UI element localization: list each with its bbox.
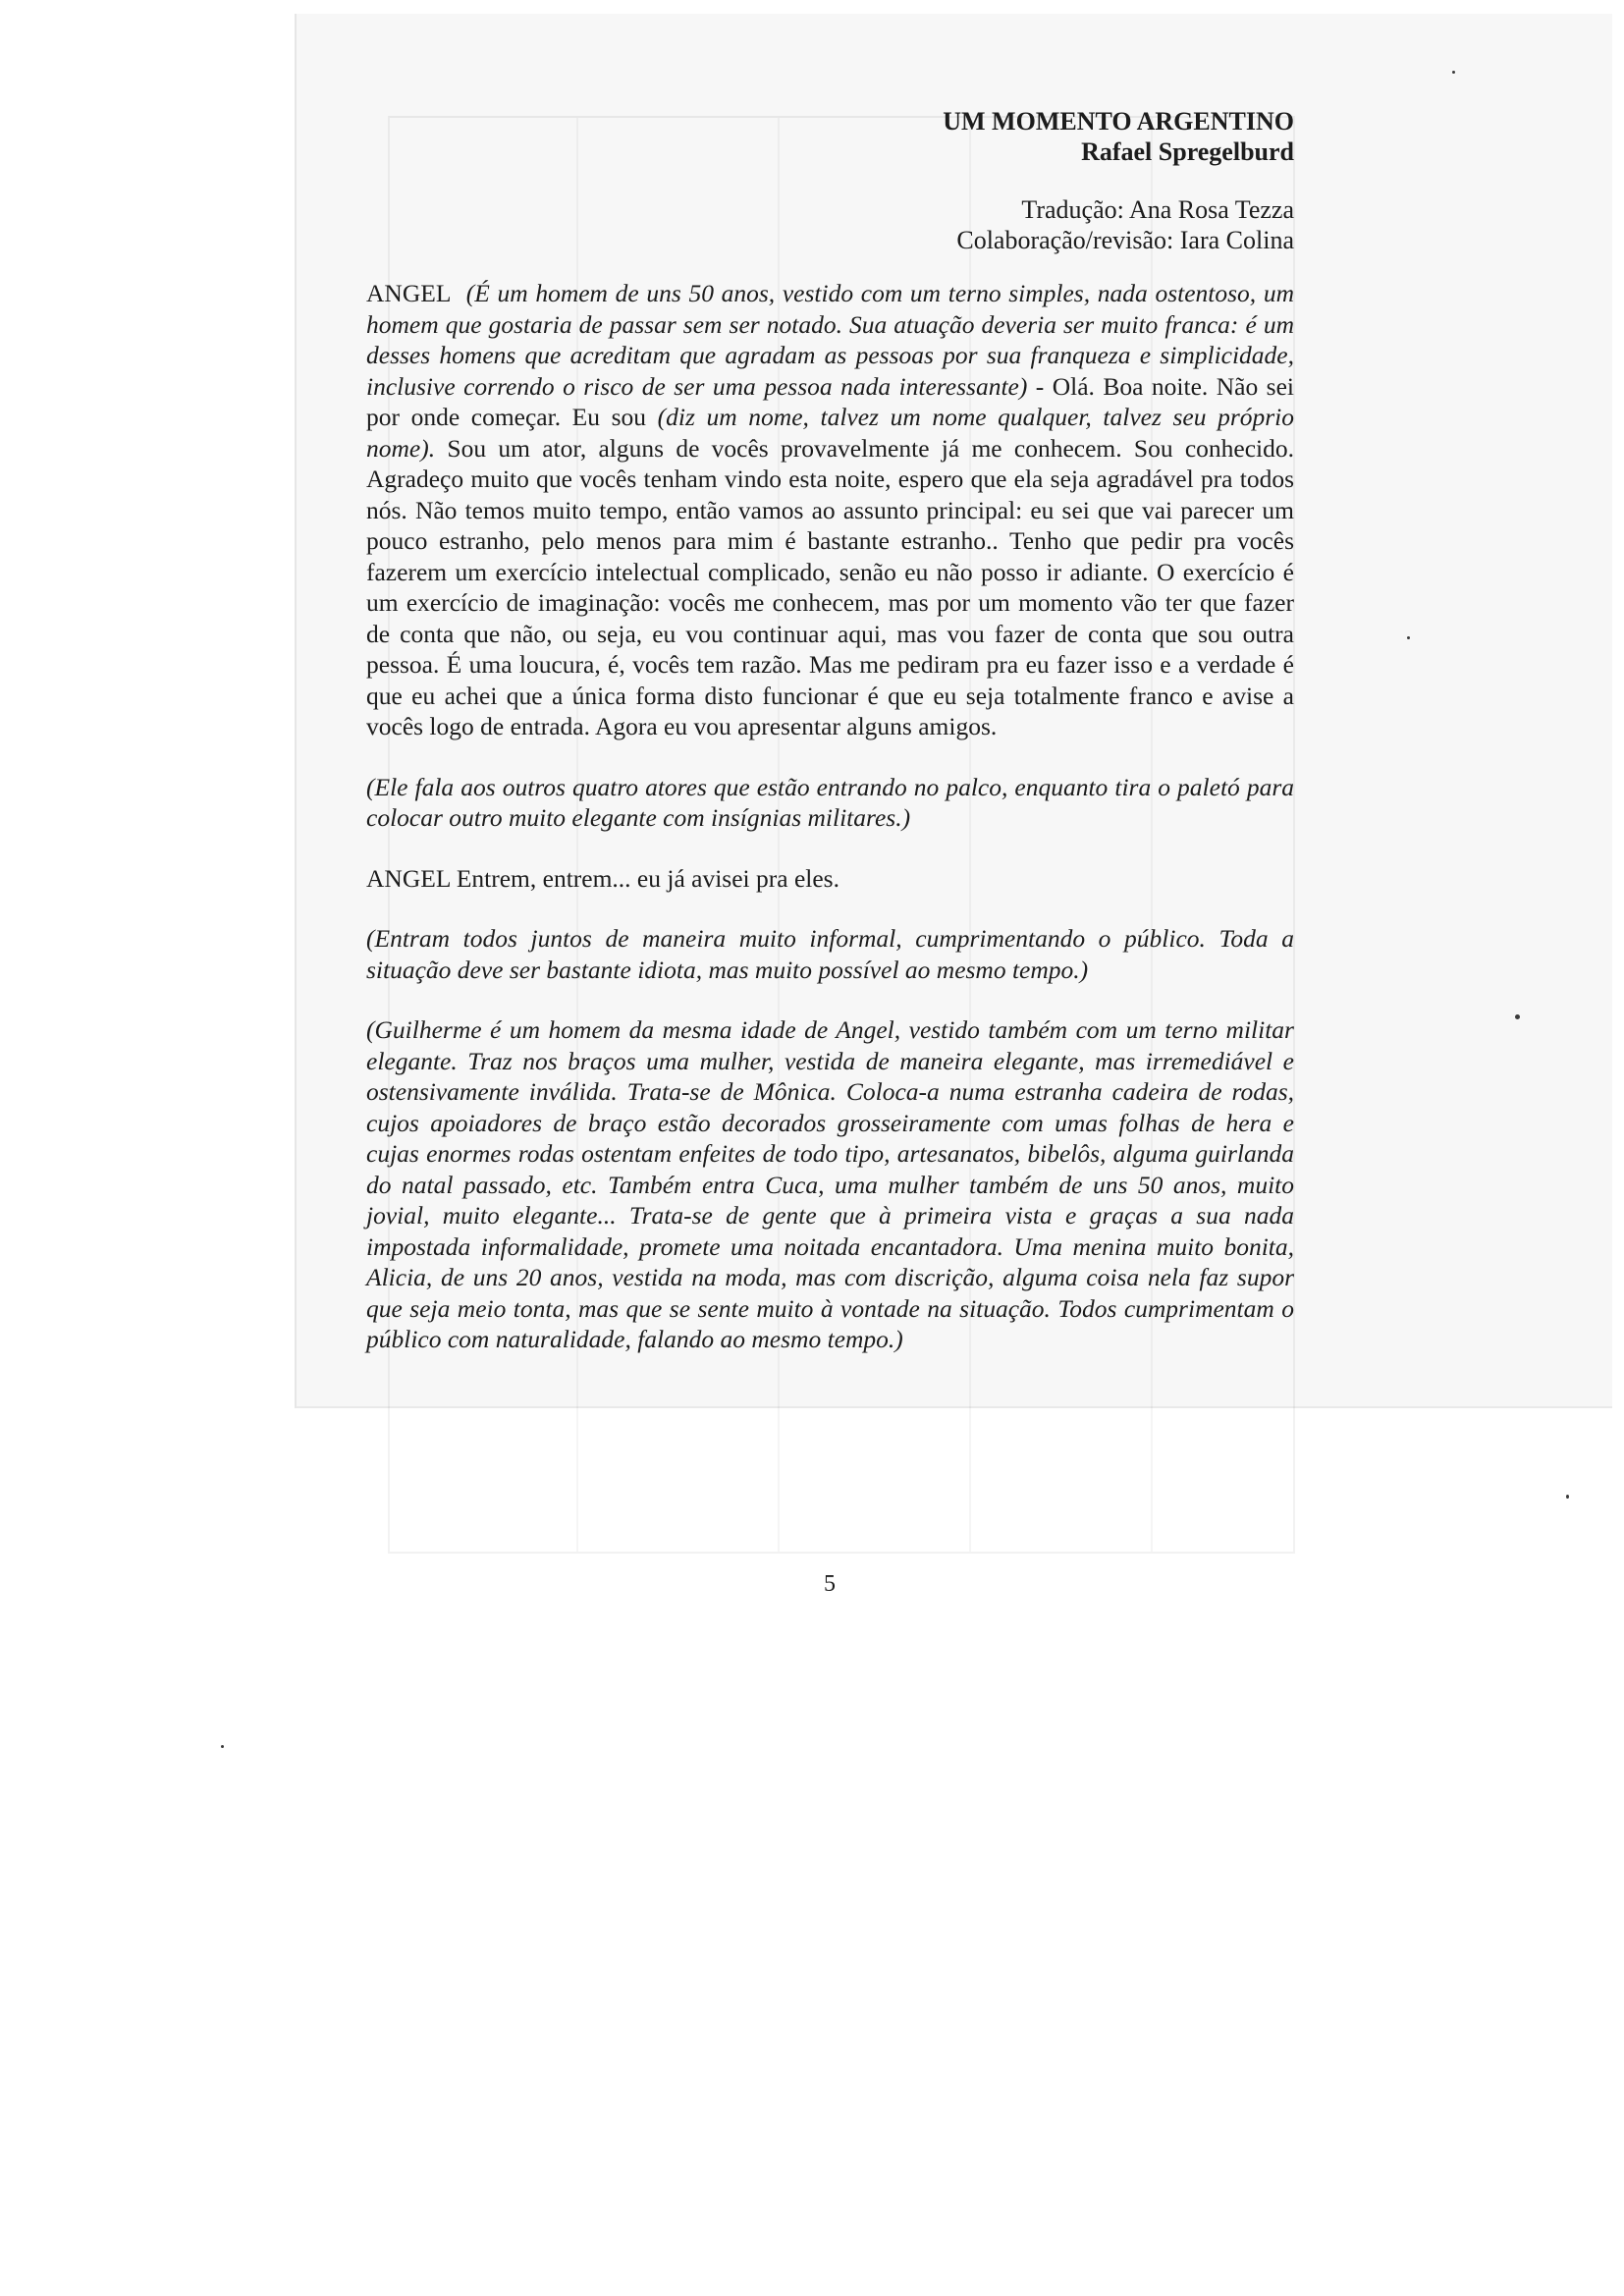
credits-block [366,194,1294,255]
stage-direction: (É um homem de uns 50 anos, vestido com um terno simples, nada ostentoso, um homem que gostaria de passar sem ser notado. Sua atuação deveria ser muito franca: é um desses homens que acreditam que agradam as pessoas por sua franqueza e simplicidade, inclusive correndo o risco de ser uma pessoa nada interessante) [366,279,1294,401]
page-number: 5 [824,1571,836,1597]
speaker-name: ANGEL [366,863,451,893]
scan-speck [221,1745,224,1748]
dialogue-text: Sou um ator, alguns de vocês provavelmente já me conhecem. Sou conhecido. Agradeço muito que vocês tenham vindo esta noite, espero que ela seja agradável pra todos nós. Não temos muito tempo, então vamos ao assunto principal: eu sei que vai parecer um pouco estranho, pelo menos para mim é bastante estranho.. Tenho que pedir pra vocês fazerem um exercício intelectual complicado, senão eu não posso ir adiante. O exercício é um exercício de imaginação: vocês me conhecem, mas por um momento vão ter que fazer de conta que não, ou seja, eu vou continuar aqui, mas vou fazer de conta que sou outra pessoa. É uma loucura, é, vocês tem razão. Mas me pediram pra eu fazer isso e a verdade é que eu achei que a única forma disto funcionar é que eu seja totalmente franco e avise a vocês logo de entrada. Agora eu vou apresentar alguns amigos. [366,433,1295,740]
dialogue-text: Entrem, entrem... eu já avisei pra eles. [456,863,839,893]
dialogue-text: - Olá. Boa noite. Não sei por onde começar. Eu sou [366,371,1294,431]
author-name: Rafael Spregelburd [1081,137,1294,166]
stage-direction-paragraph: (Entram todos juntos de maneira muito informal, cumprimentando o público. Toda a situação deve ser bastante idiota, mas muito possível ao mesmo tempo.) [366,924,1294,984]
dialogue-paragraph [366,863,1294,895]
scan-speck [1515,1014,1520,1019]
document-page [366,106,1294,1355]
play-title: UM MOMENTO ARGENTINO [943,107,1294,136]
scan-speck [1452,71,1455,74]
collaboration-credit: Colaboração/revisão: Iara Colina [956,226,1294,254]
title-block [366,106,1294,167]
stage-direction: (diz um nome, talvez um nome qualquer, talvez seu próprio nome). [366,403,1294,463]
opening-paragraph [366,278,1294,742]
stage-direction-paragraph: (Guilherme é um homem da mesma idade de Angel, vestido também com um terno militar elegante. Traz nos braços uma mulher, vestida de maneira elegante, mas irremediável e ostensivamente inválida. Trata-se de Mônica. Coloca-a numa estranha cadeira de rodas, cujos apoiadores de braço estão decorados grosseiramente com umas folhas de hera e cujas enormes rodas ostentam enfeites de todo tipo, artesanatos, bibelôs, alguma guirlanda do natal passado, etc. Também entra Cuca, uma mulher também de uns 50 anos, muito jovial, muito elegante... Trata-se de gente que à primeira vista e graças a sua nada impostada informalidade, promete uma noitada encantadora. Uma menina muito bonita, Alicia, de uns 20 anos, vestida na moda, mas com discrição, alguma coisa nela faz supor que seja meio tonta, mas que se sente muito à vontade na situação. Todos cumprimentam o público com naturalidade, falando ao mesmo tempo.) [366,1015,1294,1353]
speaker-name: ANGEL [366,279,452,307]
scan-speck [1566,1495,1569,1499]
scan-speck [1407,636,1410,639]
stage-direction-paragraph: (Ele fala aos outros quatro atores que estão entrando no palco, enquanto tira o paletó para colocar outro muito elegante com insígnias militares.) [366,772,1294,832]
translation-credit: Tradução: Ana Rosa Tezza [1021,195,1294,224]
